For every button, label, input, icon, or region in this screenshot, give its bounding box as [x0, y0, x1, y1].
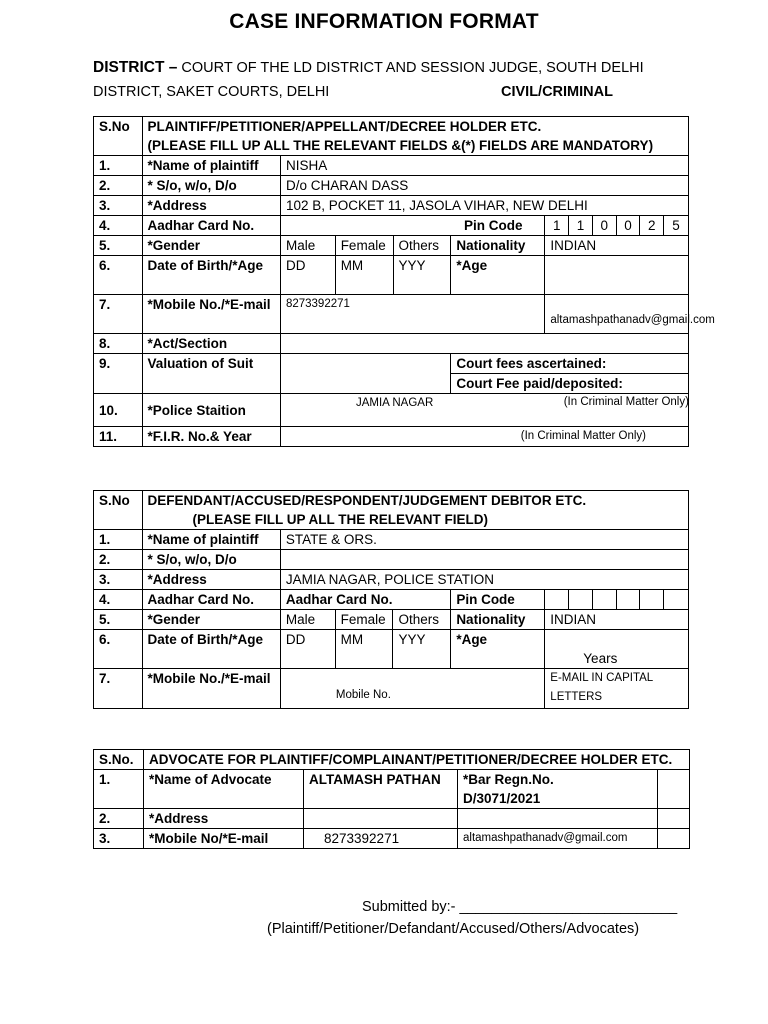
plaintiff-mobile-field[interactable]: 8273392271	[280, 295, 544, 334]
plaintiff-gender-label: *Gender	[142, 236, 280, 256]
defendant-age-label: *Age	[451, 630, 545, 669]
pin-digit[interactable]: 0	[616, 216, 640, 236]
advocate-address-label: *Address	[144, 809, 304, 829]
advocate-table	[93, 749, 690, 849]
district-line1: COURT OF THE LD DISTRICT AND SESSION JUDGE, SOUTH DELHI	[177, 60, 644, 76]
bar-regn-value: D/3071/2021	[463, 791, 541, 806]
court-fees-ascertained-label[interactable]: Court fees ascertained:	[451, 354, 689, 374]
row-number: 6.	[94, 256, 143, 295]
page-title: CASE INFORMATION FORMAT	[229, 10, 539, 33]
pin-digit[interactable]	[592, 590, 616, 610]
table-row	[94, 256, 689, 295]
dob-year-field[interactable]: YYY	[393, 630, 451, 669]
gender-female-option[interactable]: Female	[335, 236, 393, 256]
defendant-table	[93, 490, 689, 709]
plaintiff-valuation-field[interactable]	[280, 354, 450, 394]
pin-digit[interactable]: 2	[640, 216, 664, 236]
plaintiff-header-line2: (PLEASE FILL UP ALL THE RELEVANT FIELDS &(*) FIELDS ARE MANDATORY)	[147, 138, 654, 153]
defendant-pin-label: Pin Code	[451, 590, 545, 610]
plaintiff-fir-field[interactable]: (In Criminal Matter Only)	[280, 427, 688, 447]
police-station-value: JAMIA NAGAR	[355, 397, 434, 409]
row-number: 2.	[94, 809, 144, 829]
table-row	[94, 354, 689, 374]
defendant-nationality-label: Nationality	[451, 610, 545, 630]
submitted-by	[362, 899, 677, 915]
plaintiff-pin-label: Pin Code	[463, 218, 523, 233]
plaintiff-age-label: *Age	[451, 256, 545, 295]
defendant-mobile-label: *Mobile No./*E-mail	[142, 669, 280, 709]
plaintiff-nationality-field[interactable]: INDIAN	[545, 236, 689, 256]
dob-day-field[interactable]: DD	[280, 630, 335, 669]
pin-digit[interactable]: 1	[569, 216, 593, 236]
advocate-mobile-field[interactable]: 8273392271	[304, 829, 458, 849]
table-row	[94, 630, 689, 669]
bar-regn-label: *Bar Regn.No.	[463, 772, 554, 787]
defendant-header	[142, 491, 688, 530]
gender-male-option[interactable]: Male	[280, 610, 335, 630]
pin-digit[interactable]	[616, 590, 640, 610]
advocate-name-label: *Name of Advocate	[144, 770, 304, 809]
plaintiff-address-label: *Address	[142, 196, 280, 216]
court-fee-paid-label[interactable]: Court Fee paid/deposited:	[451, 374, 689, 394]
row-number: 3.	[94, 829, 144, 849]
defendant-email-field[interactable]: E-MAIL IN CAPITAL LETTERS	[545, 669, 689, 709]
table-row	[94, 770, 690, 809]
gender-others-option[interactable]: Others	[393, 610, 451, 630]
signature-line[interactable]: ___________________________	[459, 899, 678, 915]
row-number: 8.	[94, 334, 143, 354]
row-number: 1.	[94, 770, 144, 809]
plaintiff-nationality-label: Nationality	[451, 236, 545, 256]
defendant-relation-field[interactable]	[280, 550, 688, 570]
plaintiff-police-label: *Police Staition	[142, 394, 280, 427]
row-number: 3.	[94, 570, 143, 590]
dob-month-field[interactable]: MM	[335, 256, 393, 295]
defendant-header-line1: DEFENDANT/ACCUSED/RESPONDENT/JUDGEMENT DEBITOR ETC.	[147, 493, 587, 508]
row-number: 4.	[94, 216, 143, 236]
table-row	[94, 570, 689, 590]
table-row	[94, 236, 689, 256]
advocate-email-field[interactable]: altamashpathanadv@gmail.com	[458, 829, 658, 849]
plaintiff-fir-label: *F.I.R. No.& Year	[142, 427, 280, 447]
case-type: CIVIL/CRIMINAL	[501, 84, 613, 100]
plaintiff-valuation-label: Valuation of Suit	[142, 354, 280, 394]
row-number: 1.	[94, 156, 143, 176]
gender-others-option[interactable]: Others	[393, 236, 451, 256]
row-number: 5.	[94, 610, 143, 630]
advocate-extra-cell[interactable]	[658, 770, 690, 809]
table-row	[94, 295, 689, 334]
defendant-name-field[interactable]: STATE & ORS.	[280, 530, 688, 550]
advocate-address-field-2[interactable]	[458, 809, 658, 829]
district-label: DISTRICT –	[93, 59, 178, 76]
plaintiff-act-field[interactable]	[280, 334, 688, 354]
pin-digit[interactable]: 0	[592, 216, 616, 236]
table-row	[94, 530, 689, 550]
plaintiff-email-field[interactable]: altamashpathanadv@gmail.com	[545, 295, 689, 334]
plaintiff-sno-header: S.No	[94, 117, 143, 156]
table-row	[94, 590, 689, 610]
defendant-aadhar-label: Aadhar Card No.	[142, 590, 280, 610]
defendant-address-label: *Address	[142, 570, 280, 590]
defendant-address-field[interactable]: JAMIA NAGAR, POLICE STATION	[280, 570, 688, 590]
defendant-age-field[interactable]: Years	[545, 630, 689, 669]
advocate-header: ADVOCATE FOR PLAINTIFF/COMPLAINANT/PETITIONER/DECREE HOLDER ETC.	[144, 750, 690, 770]
plaintiff-table	[93, 116, 715, 447]
pin-digit[interactable]	[569, 590, 593, 610]
district-line2: DISTRICT, SAKET COURTS, DELHI	[93, 84, 330, 100]
table-row	[94, 196, 689, 216]
defendant-aadhar-field[interactable]: Aadhar Card No.	[280, 590, 450, 610]
row-number: 6.	[94, 630, 143, 669]
defendant-header-line2: (PLEASE FILL UP ALL THE RELEVANT FIELD)	[192, 512, 489, 527]
defendant-name-label: *Name of plaintiff	[142, 530, 280, 550]
row-number: 1.	[94, 530, 143, 550]
table-row	[94, 550, 689, 570]
pin-digit[interactable]: 1	[545, 216, 569, 236]
defendant-sno-header: S.No	[94, 491, 143, 530]
advocate-bar-field[interactable]	[458, 770, 658, 809]
plaintiff-police-field[interactable]	[280, 394, 688, 427]
table-row	[94, 394, 689, 427]
advocate-sno-header: S.No.	[94, 750, 144, 770]
plaintiff-age-field[interactable]	[545, 256, 689, 295]
row-number: 10.	[94, 394, 143, 427]
plaintiff-aadhar-field[interactable]	[280, 216, 544, 236]
advocate-extra-cell[interactable]	[658, 829, 690, 849]
defendant-mobile-field[interactable]: Mobile No.	[280, 669, 544, 709]
advocate-mobile-label: *Mobile No/*E-mail	[144, 829, 304, 849]
row-number: 3.	[94, 196, 143, 216]
defendant-nationality-field[interactable]: INDIAN	[545, 610, 689, 630]
plaintiff-relation-field[interactable]: D/o CHARAN DASS	[280, 176, 688, 196]
plaintiff-name-label: *Name of plaintiff	[142, 156, 280, 176]
pin-digit[interactable]	[545, 590, 569, 610]
advocate-address-field[interactable]	[304, 809, 458, 829]
plaintiff-act-label: *Act/Section	[142, 334, 280, 354]
dob-year-field[interactable]: YYY	[393, 256, 451, 295]
defendant-dob-label: Date of Birth/*Age	[142, 630, 280, 669]
gender-male-option[interactable]: Male	[280, 236, 335, 256]
row-number: 7.	[94, 669, 143, 709]
table-row	[94, 610, 689, 630]
row-number: 5.	[94, 236, 143, 256]
district-block	[93, 56, 693, 104]
table-row	[94, 216, 689, 236]
table-row	[94, 176, 689, 196]
pin-digit[interactable]: 5	[664, 216, 689, 236]
plaintiff-dob-label: Date of Birth/*Age	[142, 256, 280, 295]
submitted-roles: (Plaintiff/Petitioner/Defandant/Accused/Others/Advocates)	[267, 921, 640, 937]
plaintiff-mobile-label: *Mobile No./*E-mail	[142, 295, 280, 334]
row-number: 4.	[94, 590, 143, 610]
plaintiff-name-field[interactable]: NISHA	[280, 156, 688, 176]
defendant-relation-label: * S/o, w/o, D/o	[142, 550, 280, 570]
row-number: 9.	[94, 354, 143, 394]
advocate-name-field[interactable]: ALTAMASH PATHAN	[304, 770, 458, 809]
submitted-by-label: Submitted by:-	[362, 899, 460, 915]
table-row	[94, 669, 689, 709]
plaintiff-aadhar-label: Aadhar Card No.	[142, 216, 280, 236]
table-row	[94, 829, 690, 849]
row-number: 7.	[94, 295, 143, 334]
table-row	[94, 427, 689, 447]
dob-day-field[interactable]: DD	[280, 256, 335, 295]
advocate-extra-cell[interactable]	[658, 809, 690, 829]
defendant-gender-label: *Gender	[142, 610, 280, 630]
table-row	[94, 334, 689, 354]
plaintiff-address-field[interactable]: 102 B, POCKET 11, JASOLA VIHAR, NEW DELHI	[280, 196, 688, 216]
dob-month-field[interactable]: MM	[335, 630, 393, 669]
police-note: (In Criminal Matter Only)	[563, 396, 689, 408]
table-row	[94, 809, 690, 829]
plaintiff-header	[142, 117, 688, 156]
gender-female-option[interactable]: Female	[335, 610, 393, 630]
table-row	[94, 156, 689, 176]
pin-digit[interactable]	[664, 590, 689, 610]
pin-digit[interactable]	[640, 590, 664, 610]
row-number: 11.	[94, 427, 143, 447]
row-number: 2.	[94, 176, 143, 196]
plaintiff-relation-label: * S/o, w/o, D/o	[142, 176, 280, 196]
row-number: 2.	[94, 550, 143, 570]
plaintiff-header-line1: PLAINTIFF/PETITIONER/APPELLANT/DECREE HOLDER ETC.	[147, 119, 542, 134]
